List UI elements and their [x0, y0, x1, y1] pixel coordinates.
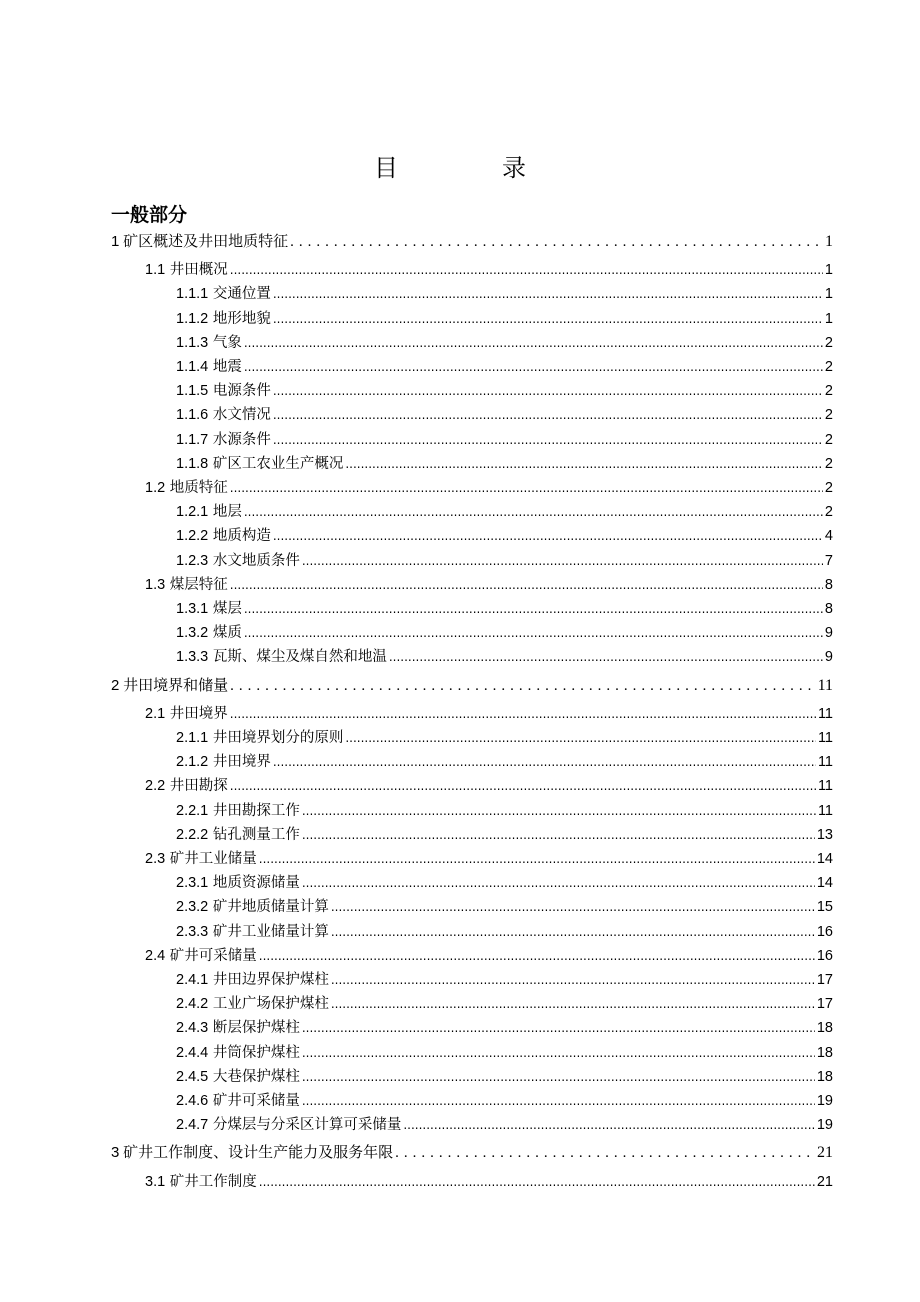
toc-entry-text: 交通位置 — [212, 286, 271, 303]
toc-entry-number: 1.1.5 — [176, 383, 209, 400]
toc-entry[interactable] — [176, 307, 833, 331]
toc-entry-label — [145, 1170, 257, 1191]
toc-entry-text: 地质构造 — [212, 528, 271, 545]
toc-entry-text: 地质特征 — [169, 480, 228, 496]
toc-entry[interactable] — [176, 871, 833, 895]
page-title: 目 录 — [374, 154, 566, 182]
toc-entry-label — [176, 968, 329, 989]
toc-dot-leader — [302, 1070, 815, 1084]
toc-entry[interactable] — [176, 428, 833, 452]
toc-page-number: 16 — [816, 947, 833, 964]
toc-dot-leader — [230, 707, 816, 721]
toc-entry[interactable] — [176, 895, 833, 919]
toc-entry[interactable] — [111, 674, 833, 698]
toc-dot-leader — [273, 529, 823, 543]
toc-entry-text: 井田勘探 — [169, 778, 228, 795]
toc-entry-number: 1.2 — [145, 480, 166, 496]
toc-entry-text: 井田境界划分的原则 — [212, 730, 344, 746]
toc-entry-label — [176, 895, 329, 916]
toc-entry[interactable] — [176, 524, 833, 548]
toc-entry-text: 矿井工作制度、设计生产能力及服务年限 — [123, 1145, 394, 1162]
toc-entry-number: 2.3.1 — [176, 875, 209, 892]
toc-dot-leader — [244, 336, 823, 350]
toc-entry-number: 3 — [111, 1144, 120, 1162]
toc-entry-text: 电源条件 — [212, 383, 271, 400]
toc-entry-text: 矿井工业储量 — [169, 851, 257, 867]
toc-entry-number: 2.2 — [145, 778, 166, 795]
toc-entry[interactable] — [176, 379, 833, 403]
toc-page-number: 14 — [816, 875, 833, 892]
toc-entry-label — [176, 726, 343, 747]
toc-entry[interactable] — [176, 726, 833, 750]
toc-entry-number: 2.2.2 — [176, 826, 209, 843]
toc-page-number: 11 — [817, 676, 833, 694]
toc-entry-number: 2.4.6 — [176, 1093, 209, 1109]
toc-entry-label — [145, 944, 257, 965]
toc-entry-text: 矿井工业储量计算 — [212, 923, 329, 940]
toc-entry-number: 2.3 — [145, 851, 166, 867]
toc-page-number: 1 — [824, 286, 833, 303]
toc-dot-leader — [302, 1021, 815, 1035]
toc-page-number: 2 — [824, 455, 833, 472]
toc-dot-leader — [230, 678, 815, 695]
toc-page-number: 2 — [824, 407, 833, 424]
toc-entry[interactable] — [176, 282, 833, 306]
toc-dot-leader — [302, 1094, 815, 1108]
toc-entry-label — [176, 282, 271, 303]
toc-dot-leader — [244, 602, 823, 616]
toc-entry-number: 2 — [111, 676, 120, 694]
toc-entry[interactable] — [145, 702, 833, 726]
toc-entry-number: 2.4.7 — [176, 1117, 209, 1134]
toc-entry-text: 矿区工农业生产概况 — [212, 455, 344, 472]
toc-entry-number: 1.1.6 — [176, 407, 209, 424]
toc-entry[interactable] — [176, 403, 833, 427]
toc-entry[interactable] — [145, 476, 833, 500]
toc-page-number: 11 — [817, 754, 833, 771]
toc-entry-number: 2.4 — [145, 947, 166, 964]
toc-entry-number: 2.2.1 — [176, 802, 209, 819]
toc-entry-label — [176, 1065, 300, 1086]
toc-entry-text: 井田边界保护煤柱 — [212, 972, 329, 988]
toc-page-number: 7 — [824, 552, 833, 569]
toc-entry-label — [176, 500, 242, 521]
toc-dot-leader — [273, 312, 823, 326]
toc-entry-label — [176, 750, 271, 771]
toc-dot-leader — [273, 408, 823, 422]
toc-entry-number: 1.1.7 — [176, 431, 209, 448]
toc-entry-text: 井田概况 — [169, 262, 228, 279]
toc-entry-label — [111, 1141, 393, 1162]
toc-entry-number: 1.3 — [145, 576, 166, 593]
toc-dot-leader — [403, 1118, 815, 1132]
toc-page-number: 19 — [816, 1117, 833, 1134]
toc-entry-text: 煤层 — [212, 601, 242, 617]
toc-entry[interactable] — [176, 597, 833, 621]
toc-entry-label — [145, 476, 228, 497]
toc-entry-number: 1.1.2 — [176, 310, 209, 327]
toc-entry-text: 地层 — [212, 504, 242, 521]
toc-entry-text: 断层保护煤柱 — [212, 1020, 300, 1037]
toc-page-number: 9 — [824, 649, 833, 666]
toc-entry-number: 2.4.2 — [176, 996, 209, 1013]
toc-page-number: 1 — [824, 310, 833, 327]
toc-page-number: 9 — [824, 625, 833, 642]
toc-dot-leader — [302, 828, 815, 842]
toc-dot-leader — [302, 876, 815, 890]
toc-entry[interactable] — [176, 645, 833, 669]
toc-entry-number: 2.1 — [145, 705, 166, 722]
toc-entry-label — [176, 871, 300, 892]
toc-entry-number: 1.3.1 — [176, 601, 209, 617]
toc-entry-label — [176, 597, 242, 618]
toc-entry[interactable] — [176, 452, 833, 476]
toc-page-number: 8 — [824, 601, 833, 617]
toc-entry-label — [176, 549, 300, 570]
toc-dot-leader — [273, 433, 823, 447]
toc-entry-label — [176, 992, 329, 1013]
toc-dot-leader — [302, 554, 823, 568]
toc-entry-number: 1.2.1 — [176, 504, 209, 521]
toc-entry-label — [176, 331, 242, 352]
toc-entry-text: 地形地貌 — [212, 310, 271, 327]
toc-entry-label — [176, 524, 271, 545]
toc-entry[interactable] — [176, 968, 833, 992]
toc-entry-text: 井田勘探工作 — [212, 802, 300, 819]
toc-page-number: 21 — [817, 1144, 833, 1162]
toc-dot-leader — [331, 973, 815, 987]
toc-entry[interactable] — [111, 1141, 833, 1165]
toc-entry-text: 煤质 — [212, 625, 242, 642]
toc-dot-leader — [259, 949, 815, 963]
toc-entry-text: 水文地质条件 — [212, 552, 300, 569]
toc-entry[interactable] — [176, 1016, 833, 1040]
toc-entry[interactable] — [111, 230, 833, 254]
toc-page-number: 2 — [824, 383, 833, 400]
toc-entry-number: 2.1.2 — [176, 754, 209, 771]
toc-entry[interactable] — [176, 799, 833, 823]
toc-entry-number: 1.1 — [145, 262, 166, 279]
toc-entry-number: 2.4.4 — [176, 1044, 209, 1061]
toc-entry[interactable] — [176, 549, 833, 573]
toc-entry-label — [176, 799, 300, 820]
toc-entry-text: 瓦斯、煤尘及煤自然和地温 — [212, 649, 387, 666]
toc-entry[interactable] — [176, 1089, 833, 1113]
toc-entry-text: 工业广场保护煤柱 — [212, 996, 329, 1013]
toc-entry-label — [111, 674, 228, 695]
toc-dot-leader — [244, 626, 823, 640]
toc-entry[interactable] — [145, 258, 833, 282]
toc-page-number: 8 — [824, 576, 833, 593]
toc-page-number: 18 — [816, 1020, 833, 1037]
toc-entry-number: 1 — [111, 233, 120, 250]
toc-dot-leader — [302, 1046, 815, 1060]
toc-page-number: 2 — [824, 431, 833, 448]
toc-entry-text: 气象 — [212, 334, 242, 351]
toc-page-number: 17 — [816, 996, 833, 1013]
toc-entry-label — [176, 379, 271, 400]
toc-entry-label — [145, 573, 228, 594]
toc-page-number: 16 — [816, 923, 833, 940]
toc-dot-leader — [230, 578, 823, 592]
toc-entry[interactable] — [176, 331, 833, 355]
toc-page-number: 21 — [816, 1173, 833, 1190]
toc-page-number: 18 — [816, 1068, 833, 1085]
toc-entry-text: 矿井可采储量 — [212, 1093, 300, 1109]
toc-entry[interactable] — [176, 500, 833, 524]
toc-entry-text: 矿区概述及井田地质特征 — [123, 234, 289, 250]
toc-entry-label — [176, 403, 271, 424]
toc-entry-text: 井田境界 — [212, 754, 271, 771]
toc-entry-text: 大巷保护煤柱 — [212, 1068, 300, 1085]
toc-entry-label — [176, 621, 242, 642]
toc-page-number: 2 — [824, 480, 833, 496]
toc-entry-label — [176, 1089, 300, 1110]
toc-entry-text: 矿井工作制度 — [169, 1173, 257, 1190]
toc-entry-label — [176, 452, 343, 473]
toc-dot-leader — [259, 1175, 815, 1189]
toc-entry-text: 分煤层与分采区计算可采储量 — [212, 1117, 402, 1134]
toc-entry-number: 1.1.4 — [176, 359, 209, 375]
toc-entry-number: 2.4.3 — [176, 1020, 209, 1037]
toc-dot-leader — [345, 457, 823, 471]
toc-entry-number: 1.1.3 — [176, 334, 209, 351]
toc-dot-leader — [230, 779, 816, 793]
toc-dot-leader — [259, 852, 815, 866]
toc-entry-label — [145, 847, 257, 868]
toc-entry[interactable] — [145, 847, 833, 871]
toc-dot-leader — [389, 650, 823, 664]
toc-entry-text: 地震 — [212, 359, 242, 375]
toc-page-number: 14 — [816, 851, 833, 867]
toc-page-number: 13 — [816, 826, 833, 843]
toc-entry-label — [176, 1016, 300, 1037]
toc-entry-text: 水源条件 — [212, 431, 271, 448]
toc-entry[interactable] — [145, 774, 833, 798]
toc-entry-number: 1.2.2 — [176, 528, 209, 545]
toc-entry-label — [176, 428, 271, 449]
toc-page-number: 2 — [824, 504, 833, 521]
toc-entry-text: 地质资源储量 — [212, 875, 300, 892]
toc-entry-text: 煤层特征 — [169, 576, 228, 593]
toc-entry-number: 1.1.8 — [176, 455, 209, 472]
toc-page-number: 17 — [816, 972, 833, 988]
toc-entry[interactable] — [176, 920, 833, 944]
toc-entry-label — [145, 774, 228, 795]
toc-dot-leader — [345, 731, 816, 745]
toc-entry-text: 水文情况 — [212, 407, 271, 424]
toc-entry-number: 1.2.3 — [176, 552, 209, 569]
toc-entry-label — [111, 230, 288, 251]
toc-dot-leader — [230, 481, 823, 495]
toc-entry[interactable] — [176, 992, 833, 1016]
toc-dot-leader — [244, 360, 823, 374]
toc-entry-label — [176, 307, 271, 328]
toc-dot-leader — [273, 755, 816, 769]
toc-entry-number: 1.1.1 — [176, 286, 209, 303]
toc-entry[interactable] — [176, 1065, 833, 1089]
toc-entry-number: 1.3.2 — [176, 625, 209, 642]
toc-entry-label — [145, 258, 228, 279]
toc-dot-leader — [230, 263, 823, 277]
toc-entry-label — [176, 823, 300, 844]
toc-entry[interactable] — [176, 1113, 833, 1137]
toc-page-number: 2 — [824, 359, 833, 375]
toc-entry[interactable] — [176, 1041, 833, 1065]
toc-page-number: 18 — [816, 1044, 833, 1061]
toc-page-number: 4 — [824, 528, 833, 545]
toc-entry-text: 井田境界和储量 — [123, 677, 229, 694]
toc-dot-leader — [331, 925, 815, 939]
toc-entry-label — [176, 920, 329, 941]
toc-page-number: 11 — [817, 730, 833, 746]
toc-entry[interactable] — [176, 355, 833, 379]
toc-page-number: 19 — [816, 1093, 833, 1109]
toc-entry-number: 2.3.2 — [176, 899, 209, 916]
toc-entry-label — [176, 355, 242, 376]
toc-entry[interactable] — [176, 823, 833, 847]
toc-dot-leader — [290, 234, 823, 251]
toc-entry-number: 2.4.5 — [176, 1068, 209, 1085]
toc-entry-text: 矿井可采储量 — [169, 947, 257, 964]
toc-page-number: 11 — [817, 705, 833, 722]
toc-page-number: 11 — [817, 802, 833, 819]
toc-entry-text: 钻孔测量工作 — [212, 826, 300, 843]
toc-dot-leader — [273, 287, 823, 301]
toc-entry-number: 2.4.1 — [176, 972, 209, 988]
toc-entry-label — [176, 1041, 300, 1062]
toc-dot-leader — [331, 900, 815, 914]
toc-entry[interactable] — [176, 750, 833, 774]
toc-entry-label — [176, 1113, 401, 1134]
toc-page-number: 2 — [824, 334, 833, 351]
toc-entry-number: 3.1 — [145, 1173, 166, 1190]
toc-page-number: 11 — [817, 778, 833, 795]
toc-page-number: 15 — [816, 899, 833, 916]
toc-entry-text: 井筒保护煤柱 — [212, 1044, 300, 1061]
toc-page-number: 1 — [825, 233, 833, 250]
toc-entry-number: 2.1.1 — [176, 730, 209, 746]
toc-entry-number: 2.3.3 — [176, 923, 209, 940]
toc-entry-label — [145, 702, 228, 723]
toc-entry[interactable] — [145, 573, 833, 597]
toc-dot-leader — [273, 384, 823, 398]
toc-page-number: 1 — [824, 262, 833, 279]
toc-dot-leader — [244, 505, 823, 519]
toc-entry[interactable] — [145, 1170, 833, 1194]
toc-dot-leader — [395, 1145, 815, 1162]
toc-dot-leader — [331, 997, 815, 1011]
toc-entry-number: 1.3.3 — [176, 649, 209, 666]
toc-entry-label — [176, 645, 387, 666]
section-heading: 一般部分 — [111, 204, 188, 226]
toc-entry-text: 井田境界 — [169, 705, 228, 722]
toc-entry[interactable] — [145, 944, 833, 968]
toc-entry-text: 矿井地质储量计算 — [212, 899, 329, 916]
toc-entry[interactable] — [176, 621, 833, 645]
toc-dot-leader — [302, 804, 816, 818]
